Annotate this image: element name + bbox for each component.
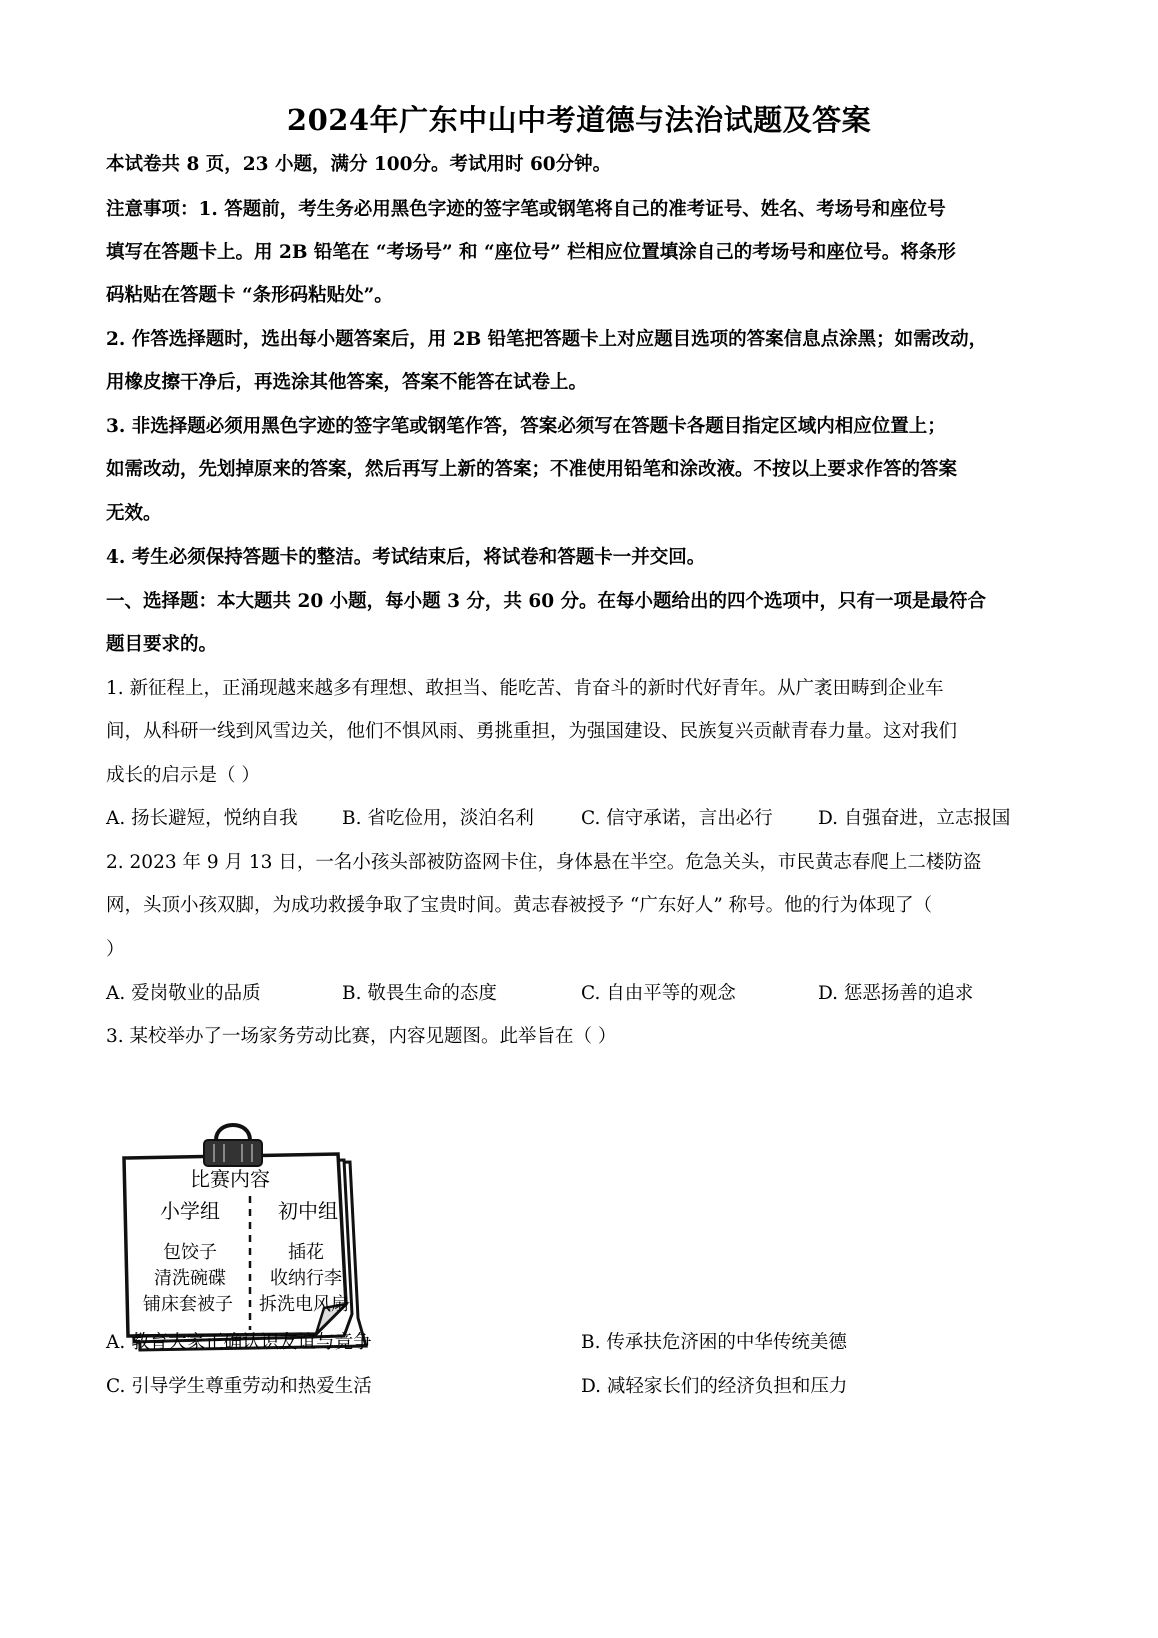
q3-option-d: D. 减轻家长们的经济负担和压力 — [581, 1376, 848, 1397]
notice-line-8: 无效。 — [106, 503, 162, 524]
figure-heading: 比赛内容 — [190, 1167, 270, 1191]
right-item-1: 插花 — [288, 1242, 324, 1263]
q3-option-a: A. 教育大家正确认识友谊与竞争 — [106, 1332, 372, 1353]
q3-option-c: C. 引导学生尊重劳动和热爱生活 — [106, 1376, 372, 1397]
notice-line-9: 4. 考生必须保持答题卡的整洁。考试结束后，将试卷和答题卡一并交回。 — [106, 547, 706, 568]
q3-stem-line-1: 3. 某校举办了一场家务劳动比赛，内容见题图。此举旨在（ ） — [106, 1026, 617, 1047]
q2-stem-line-2: 网，头顶小孩双脚，为成功救援争取了宝贵时间。黄志春被授予 “广东好人” 称号。他的行为体现了（ — [106, 895, 933, 916]
binder-clip-handle — [216, 1125, 250, 1140]
q1-option-c: C. 信守承诺，言出必行 — [581, 808, 773, 829]
left-item-2: 清洗碗碟 — [154, 1268, 226, 1289]
q1-stem-line-2: 间，从科研一线到风雪边关，他们不惧风雨、勇挑重担，为强国建设、民族复兴贡献青春力量。这对我们 — [106, 721, 958, 742]
left-group-label: 小学组 — [160, 1199, 220, 1223]
binder-clip-body — [204, 1140, 262, 1166]
notice-line-4: 2. 作答选择题时，选出每小题答案后，用 2B 铅笔把答题卡上对应题目选项的答案信息点涂黑；如需改动， — [106, 329, 988, 350]
q1-option-b: B. 省吃俭用，淡泊名利 — [342, 808, 534, 829]
notice-line-7: 如需改动，先划掉原来的答案，然后再写上新的答案；不准使用铅笔和涂改液。不按以上要求作答的答案 — [106, 459, 958, 480]
q2-stem-line-3: ） — [106, 939, 125, 960]
notice-line-2: 填写在答题卡上。用 2B 铅笔在 “考场号” 和 “座位号” 栏相应位置填涂自己的考场号和座位号。将条形 — [106, 242, 956, 263]
q2-option-b: B. 敬畏生命的态度 — [342, 983, 497, 1004]
section-heading-line-1: 一、选择题：本大题共 20 小题，每小题 3 分，共 60 分。在每小题给出的四个选项中，只有一项是最符合 — [106, 591, 987, 612]
q2-stem-line-1: 2. 2023 年 9 月 13 日，一名小孩头部被防盗网卡住，身体悬在半空。危急关头，市民黄志春爬上二楼防盗 — [106, 852, 982, 873]
notice-line-1: 注意事项：1. 答题前，考生务必用黑色字迹的签字笔或钢笔将自己的准考证号、姓名、考场号和座位号 — [106, 199, 946, 220]
right-item-2: 收纳行李 — [270, 1268, 342, 1289]
q3-option-b: B. 传承扶危济困的中华传统美德 — [581, 1332, 847, 1353]
q2-option-d: D. 惩恶扬善的追求 — [818, 983, 974, 1004]
q2-option-c: C. 自由平等的观念 — [581, 983, 736, 1004]
q2-option-a: A. 爱岗敬业的品质 — [106, 983, 261, 1004]
section-heading-line-2: 题目要求的。 — [106, 634, 218, 655]
intro-text: 本试卷共 8 页，23 小题，满分 100分。考试用时 60分钟。 — [106, 154, 612, 175]
q1-stem-line-3: 成长的启示是（ ） — [106, 765, 260, 786]
left-item-1: 包饺子 — [163, 1242, 217, 1263]
notice-line-6: 3. 非选择题必须用黑色字迹的签字笔或钢笔作答，答案必须写在答题卡各题目指定区域内相应位置上； — [106, 416, 946, 437]
q1-option-d: D. 自强奋进，立志报国 — [818, 808, 1011, 829]
left-item-3: 铺床套被子 — [143, 1294, 233, 1315]
notice-line-5: 用橡皮擦干净后，再选涂其他答案，答案不能答在试卷上。 — [106, 372, 588, 393]
q1-stem-line-1: 1. 新征程上，正涌现越来越多有理想、敢担当、能吃苦、肯奋斗的新时代好青年。从广袤田畴到企业车 — [106, 678, 944, 699]
right-group-label: 初中组 — [278, 1199, 338, 1223]
page-title: 2024年广东中山中考道德与法治试题及答案 — [286, 103, 872, 137]
q1-option-a: A. 扬长避短，悦纳自我 — [106, 808, 298, 829]
right-item-3: 拆洗电风扇 — [259, 1294, 349, 1315]
notice-line-3: 码粘贴在答题卡 “条形码粘贴处”。 — [106, 285, 393, 306]
